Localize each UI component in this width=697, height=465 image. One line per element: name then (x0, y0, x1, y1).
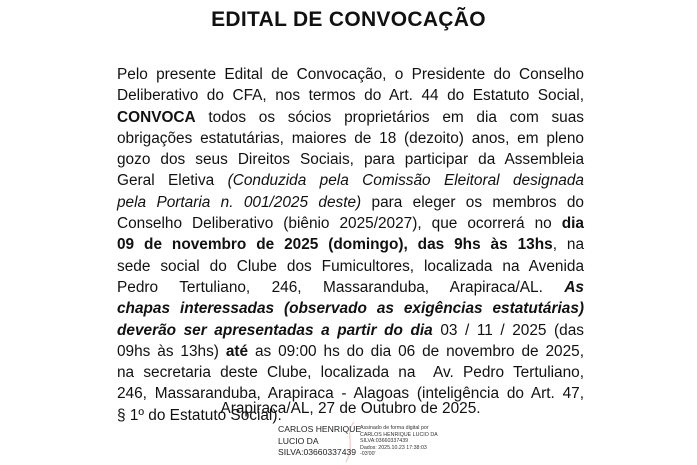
text-segment: obrigações estatutárias, maiores de 18 (dezoito) anos, em pleno (117, 129, 584, 147)
text-segment: dia (561, 215, 584, 233)
signer-name (278, 424, 361, 459)
text-segment: deverão ser apresentadas a partir do dia (117, 321, 433, 339)
text-segment: Pedro Tertuliano, 246, Massaranduba, Arapiraca/AL. (117, 278, 565, 296)
paragraph-line (117, 64, 584, 85)
text-segment: Conselho Deliberativo (biênio 2025/2027), que ocorrerá no (117, 215, 562, 233)
text-segment: 03 / 11 / 2025 (das (432, 321, 584, 339)
text-segment: chapas interessadas (observado as exigências estatutárias) (117, 300, 584, 318)
text-segment: , na (552, 236, 585, 254)
signature-detail-line: CARLOS HENRIQUE LUCIO DA (360, 431, 438, 438)
paragraph-line (117, 213, 584, 234)
date-line: Arapiraca/AL, 27 de Outubro de 2025. (220, 400, 481, 417)
paragraph-line (117, 192, 584, 213)
text-segment: sede social do Clube dos Fumicultores, localizada na Avenida (117, 257, 584, 275)
signer-name-line: LUCIO DA (278, 435, 319, 446)
text-segment: § 1º do Estatuto Social). (117, 406, 282, 424)
paragraph-line (117, 341, 584, 362)
signer-name-line: SILVA:03660337439 (278, 447, 357, 457)
text-segment: 246, Massaranduba, Arapiraca - Alagoas (inteligência do Art. 47, (117, 385, 584, 403)
paragraph-line (117, 234, 584, 255)
paragraph-line (117, 149, 584, 170)
text-segment: gozo dos seus Direitos Sociais, para participar da Assembleia (117, 151, 584, 169)
paragraph-line (117, 107, 584, 128)
document-title: EDITAL DE CONVOCAÇÃO (211, 8, 486, 31)
signature-detail-line: SILVA:03660337439 (360, 438, 409, 445)
text-segment: as 09:00 hs do dia 06 de novembro de 2025, (248, 342, 584, 360)
text-segment: Pelo presente Edital de Convocação, o Presidente do Conselho (117, 66, 584, 83)
document-body (117, 64, 584, 426)
text-segment: pela Portaria n. 001/2025 deste) (117, 193, 362, 211)
text-segment: CONVOCA (117, 108, 196, 126)
text-segment: para eleger os membros do (361, 193, 584, 211)
signature-detail-line: -03'00' (360, 451, 376, 458)
text-segment: (Conduzida pela Comissão Eleitoral designada (227, 172, 584, 190)
text-segment: 09hs às 13hs) (117, 342, 226, 360)
text-segment: As (564, 278, 584, 296)
paragraph-line (117, 85, 584, 106)
paragraph-line (117, 256, 584, 277)
paragraph-line (117, 320, 584, 341)
signature-detail-line: Dados: 2025.10.23 17:38:03 (360, 444, 427, 451)
paragraph-line (117, 362, 584, 383)
text-segment: até (225, 342, 249, 360)
digital-signature (278, 424, 458, 464)
text-segment: todos os sócios proprietários em dia com suas (195, 108, 584, 126)
paragraph-line (117, 298, 584, 319)
text-segment: Geral Eletiva (117, 172, 228, 190)
text-segment: 09 de novembro de 2025 (domingo), das 9hs às 13hs (117, 236, 553, 254)
signer-name-line: CARLOS HENRIQUE (278, 424, 362, 434)
signature-details (360, 425, 440, 458)
signature-detail-line: Assinado de forma digital por (360, 425, 429, 431)
text-segment: na secretaria deste Clube, localizada na Av. Pedro Tertuliano, (117, 364, 584, 382)
paragraph-line (117, 277, 584, 298)
text-segment: Deliberativo do CFA, nos termos do Art. 44 do Estatuto Social, (117, 87, 584, 105)
paragraph-line (117, 128, 584, 149)
paragraph-line (117, 170, 584, 191)
